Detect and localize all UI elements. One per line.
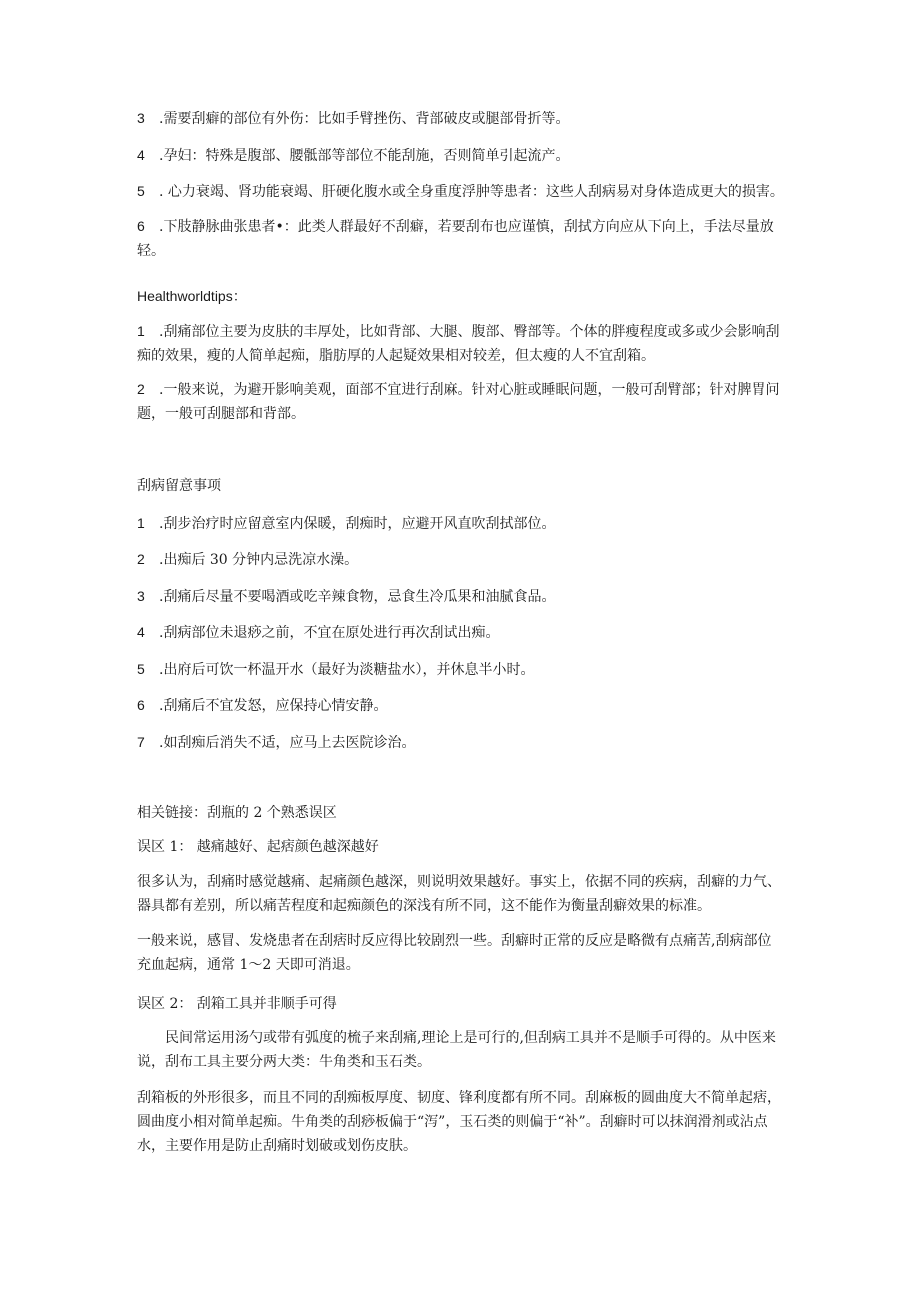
paragraph: 刮箱板的外形很多，而且不同的刮痴板厚度、韧度、锋利度都有所不同。刮麻板的圆曲度大不简单起痞，圆曲度小相对简单起痴。牛角类的刮痧板偏于“泻”，玉石类的则偏于“补”。刮癖时可以抹润滑剂或沾点水，主要作用是防止刮痛时划破或划伤皮肤。 bbox=[137, 1090, 781, 1154]
list-item: 1 .刮步治疗时应留意室内保暖，刮痴时，应避开风直吹刮拭部位。 bbox=[137, 515, 556, 532]
myth-heading: 误区 1： 越痛越好、起痞颜色越深越好 bbox=[137, 839, 379, 855]
list-item: 6 .下肢静脉曲张患者•：此类人群最好不刮癖，若要刮布也应谨慎，刮拭方向应从下向上，手法尽量放轻。 bbox=[137, 218, 774, 259]
list-item: 2 .出痴后 30 分钟内忌洗凉水澡。 bbox=[137, 551, 359, 568]
list-item: 3 .刮痛后尽量不要喝酒或吃辛辣食物，忌食生冷瓜果和油腻食品。 bbox=[137, 588, 556, 605]
list-item: 7 .如刮痴后消失不适，应马上去医院诊治。 bbox=[137, 734, 416, 751]
paragraph: 一般来说，感冒、发烧患者在刮痞时反应得比较剧烈一些。刮癖时正常的反应是略微有点痛苦,刮病部位充血起病，通常 1～2 天即可消退。 bbox=[137, 933, 772, 973]
list-item: 1 .刮痛部位主要为皮肤的丰厚处，比如背部、大腿、腹部、臀部等。个体的胖瘦程度或多或少会影响刮痴的效果，瘦的人简单起痴，脂肪厚的人起疑效果相对较差，但太瘦的人不宜刮箱。 bbox=[137, 323, 780, 364]
list-item: 3 .需要刮癖的部位有外伤：比如手臂挫伤、背部破皮或腿部骨折等。 bbox=[137, 110, 570, 127]
list-item-text: .孕妇：特殊是腹部、腰骶部等部位不能刮施，否则简单引起流产。 bbox=[159, 148, 570, 164]
list-item-text: .出府后可饮一杯温开水（最好为淡糖盐水），并休息半小时。 bbox=[159, 662, 535, 678]
list-item-text: .一般来说，为避开影响美观，面部不宜进行刮麻。针对心脏或睡眠问题，一般可刮臂部；针对脾胃问题，一般可刮腿部和背部。 bbox=[137, 382, 780, 422]
list-item: 4 .孕妇：特殊是腹部、腰骶部等部位不能刮施，否则简单引起流产。 bbox=[137, 147, 570, 164]
paragraph: 很多认为，刮痛时感觉越痛、起痛颜色越深，则说明效果越好。事实上，依据不同的疾病，刮癖的力气、器具都有差别，所以痛苦程度和起痴颜色的深浅有所不同，这不能作为衡量刮癖效果的标准。 bbox=[137, 874, 781, 914]
list-item: 5 . 心力衰竭、肾功能衰竭、肝硬化腹水或全身重度浮肿等患者：这些人刮病易对身体造成更大的损害。 bbox=[137, 183, 784, 200]
list-item-text: .刮病部位未退痧之前，不宜在原处进行再次刮试出痴。 bbox=[159, 625, 500, 641]
list-item-text: .刮步治疗时应留意室内保暖，刮痴时，应避开风直吹刮拭部位。 bbox=[159, 516, 556, 532]
list-item-text: . 心力衰竭、肾功能衰竭、肝硬化腹水或全身重度浮肿等患者：这些人刮病易对身体造成更大的损害。 bbox=[159, 184, 784, 200]
list-item-text: .如刮痴后消失不适，应马上去医院诊治。 bbox=[159, 735, 416, 751]
list-item-text: .刮痛部位主要为皮肤的丰厚处，比如背部、大腿、腹部、臀部等。个体的胖瘦程度或多或少会影响刮痴的效果，瘦的人简单起痴，脂肪厚的人起疑效果相对较差，但太瘦的人不宜刮箱。 bbox=[137, 324, 780, 364]
list-item: 6 .刮痛后不宜发怒，应保持心情安静。 bbox=[137, 697, 388, 714]
myth-heading: 误区 2： 刮箱工具并非顺手可得 bbox=[137, 996, 337, 1012]
list-item-text: .需要刮癖的部位有外伤：比如手臂挫伤、背部破皮或腿部骨折等。 bbox=[159, 111, 570, 127]
list-item-text: .下肢静脉曲张患者•：此类人群最好不刮癖，若要刮布也应谨慎，刮拭方向应从下向上，手法尽量放轻。 bbox=[137, 219, 774, 259]
list-item: 4 .刮病部位未退痧之前，不宜在原处进行再次刮试出痴。 bbox=[137, 624, 500, 641]
list-item: 5 .出府后可饮一杯温开水（最好为淡糖盐水），并休息半小时。 bbox=[137, 661, 535, 678]
section-heading: 刮病留意事项 bbox=[137, 478, 221, 494]
list-item: 2 .一般来说，为避开影响美观，面部不宜进行刮麻。针对心脏或睡眠问题，一般可刮臂部；针对脾胃问题，一般可刮腿部和背部。 bbox=[137, 381, 780, 422]
paragraph: 民间常运用汤勺或带有弧度的梳子来刮痛,理论上是可行的,但刮病工具并不是顺手可得的。从中医来说，刮布工具主要分两大类：牛角类和玉石类。 bbox=[137, 1030, 776, 1070]
related-heading: 相关链接：刮瓶的 2 个熟悉误区 bbox=[137, 805, 337, 821]
list-item-text: .刮痛后不宜发怒，应保持心情安静。 bbox=[159, 698, 388, 714]
tips-heading: Healthworldtips： bbox=[137, 288, 247, 304]
list-item-text: .出痴后 30 分钟内忌洗凉水澡。 bbox=[159, 552, 359, 568]
list-item-text: .刮痛后尽量不要喝酒或吃辛辣食物，忌食生冷瓜果和油腻食品。 bbox=[159, 589, 556, 605]
